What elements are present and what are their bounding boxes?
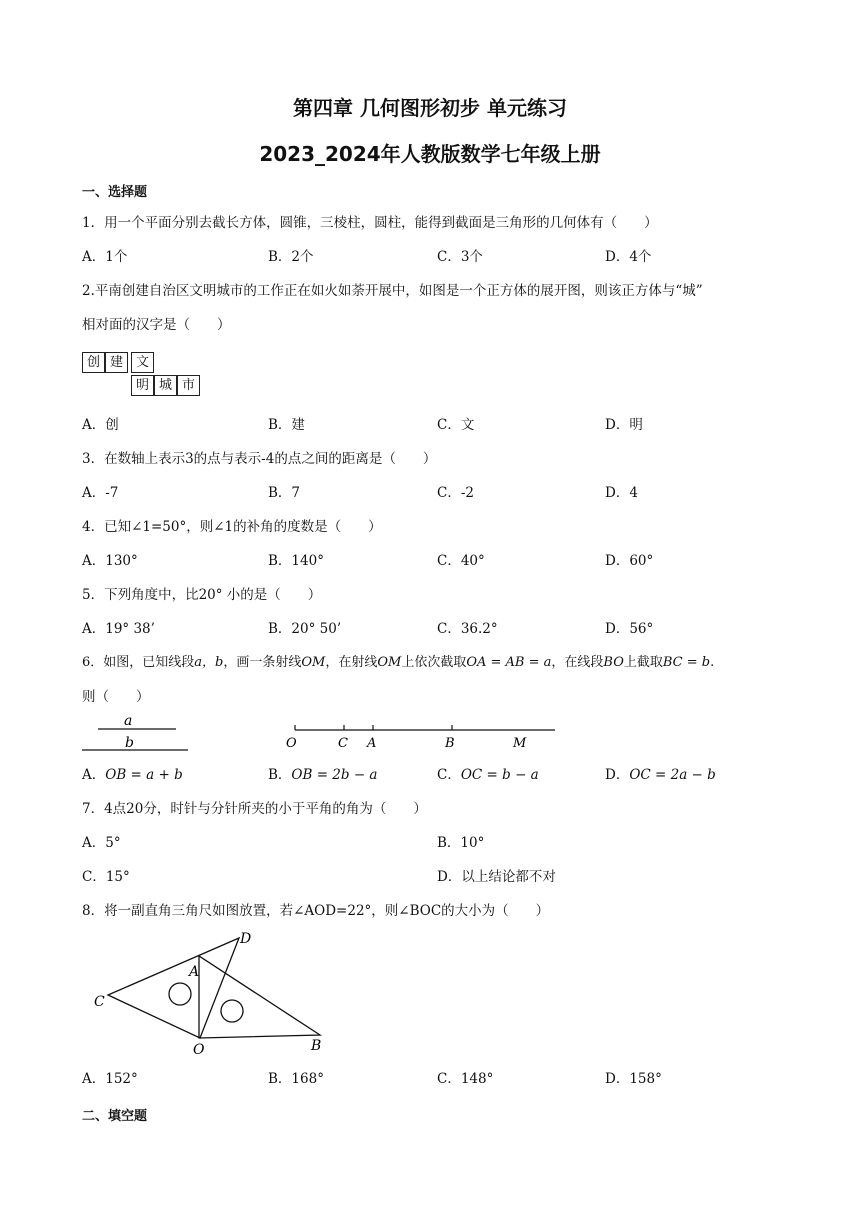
q6-stem-math: BO [603, 655, 624, 670]
net-cell-cheng: 城 [154, 375, 177, 396]
q1-option-b: B．2个 [268, 249, 314, 265]
q1-option-d: D．4个 [605, 249, 652, 265]
q6-option-b [268, 766, 377, 784]
q2-option-d: D．明 [605, 417, 643, 433]
q6-option-d [605, 766, 716, 784]
q7-option-a: A．5° [82, 835, 121, 851]
q6-stem-part: 6．如图，已知线段 [82, 655, 195, 670]
q6-stem-math: OA = AB = a [466, 655, 552, 670]
q6-option-b-expr: OB = 2b − a [291, 767, 378, 783]
triangle-aob-hole [221, 1000, 243, 1022]
q3-option-b: B．7 [268, 485, 301, 501]
q2-option-a: A．创 [82, 417, 119, 433]
q6-option-c-expr: OC = b − a [460, 767, 539, 783]
q1-option-a: A．1个 [82, 249, 128, 265]
q6-stem-part: ，在线段 [551, 655, 604, 670]
q4-option-d: D．60° [605, 553, 654, 569]
q7-option-c: C．15° [82, 869, 130, 885]
q8-option-b: B．168° [268, 1071, 324, 1087]
q8-triangles-figure [82, 928, 342, 1062]
segment-a-label: a [124, 713, 133, 729]
q8-stem: 8．将一副直角三角尺如图放置，若∠AOD=22°，则∠BOC的大小为（ ） [82, 903, 550, 919]
title-line1: 第四章 几何图形初步 单元练习 [293, 96, 567, 120]
q6-stem-part: 上依次截取 [401, 655, 467, 670]
net-cell-shi: 市 [177, 375, 200, 396]
net-cell-ming: 明 [131, 375, 154, 396]
q6-stem-part: . [710, 655, 715, 670]
q4-stem: 4．已知∠1=50°，则∠1的补角的度数是（ ） [82, 519, 382, 535]
q3-option-d: D．4 [605, 485, 638, 501]
q8-option-c: C．148° [437, 1071, 494, 1087]
q6-option-d-expr: OC = 2a − b [629, 767, 716, 783]
section-fill-heading: 二、填空题 [82, 1109, 148, 1124]
q6-ray-figure [280, 718, 570, 752]
point-a-label: A [189, 964, 200, 980]
point-o-label: O [193, 1042, 205, 1058]
q2-stem-line1: 2.平南创建自治区文明城市的工作正在如火如荼开展中，如图是一个正方体的展开图，则该正方体与“城” [82, 283, 703, 299]
q6-option-a-prefix: A． [82, 767, 106, 783]
q5-option-b: B．20° 50’ [268, 621, 342, 637]
q6-option-d-prefix: D． [605, 767, 630, 783]
q6-stem-line1 [82, 654, 714, 672]
point-m-label: M [513, 736, 527, 751]
q5-option-c: C．36.2° [437, 621, 498, 637]
point-a-label: A [367, 736, 377, 751]
q2-option-c: C．文 [437, 417, 475, 433]
point-c-label: C [94, 994, 105, 1010]
q6-stem-math: OM [301, 655, 326, 670]
section-choice-heading: 一、选择题 [82, 185, 148, 200]
title-line2: 2023_2024年人教版数学七年级上册 [259, 142, 601, 166]
net-cell-wen: 文 [131, 352, 154, 373]
q4-option-a: A．130° [82, 553, 138, 569]
q6-stem-line2: 则（ ） [82, 689, 150, 705]
q3-option-a: A．-7 [82, 485, 119, 501]
q5-option-d: D．56° [605, 621, 654, 637]
q6-option-a [82, 766, 183, 784]
q8-option-a: A．152° [82, 1071, 138, 1087]
q4-option-b: B．140° [268, 553, 324, 569]
q6-stem-part: ，在射线 [325, 655, 378, 670]
q3-option-c: C．-2 [437, 485, 474, 501]
point-o-label: O [286, 736, 297, 751]
q5-option-a: A．19° 38’ [82, 621, 155, 637]
q6-option-c [437, 766, 539, 784]
q6-stem-math: BC = b [662, 655, 711, 670]
q7-option-b: B．10° [437, 835, 485, 851]
q6-stem-part: ，画一条射线 [223, 655, 302, 670]
q3-stem: 3．在数轴上表示3的点与表示-4的点之间的距离是（ ） [82, 451, 437, 467]
triangle-cod-hole [169, 983, 191, 1005]
q6-stem-math: OM [377, 655, 402, 670]
point-c-label: C [338, 736, 348, 751]
point-b-label: B [311, 1038, 322, 1054]
q6-stem-math: a，b [194, 655, 224, 670]
q6-option-b-prefix: B． [268, 767, 292, 783]
q6-stem-part: 上截取 [623, 655, 663, 670]
q6-option-a-expr: OB = a + b [105, 767, 183, 783]
segment-b-label: b [125, 735, 134, 751]
q7-option-d: D．以上结论都不对 [437, 869, 556, 885]
q1-stem: 1．用一个平面分别去截长方体，圆锥，三棱柱，圆柱，能得到截面是三角形的几何体有（ ） [82, 215, 658, 231]
triangle-aob [199, 956, 320, 1038]
q1-option-c: C．3个 [437, 249, 483, 265]
q2-stem-line2: 相对面的汉字是（ ） [82, 317, 231, 333]
triangle-cod [108, 938, 239, 1038]
q5-stem: 5．下列角度中，比20° 小的是（ ） [82, 587, 322, 603]
net-cell-chuang: 创 [82, 352, 105, 373]
point-d-label: D [240, 931, 252, 947]
q8-option-d: D．158° [605, 1071, 662, 1087]
q7-stem: 7．4点20分，时针与分针所夹的小于平角的角为（ ） [82, 801, 427, 817]
q2-option-b: B．建 [268, 417, 305, 433]
q4-option-c: C．40° [437, 553, 485, 569]
net-cell-jian: 建 [105, 352, 128, 373]
point-b-label: B [445, 736, 455, 751]
q6-segments-figure [80, 708, 200, 758]
q6-option-c-prefix: C． [437, 767, 461, 783]
